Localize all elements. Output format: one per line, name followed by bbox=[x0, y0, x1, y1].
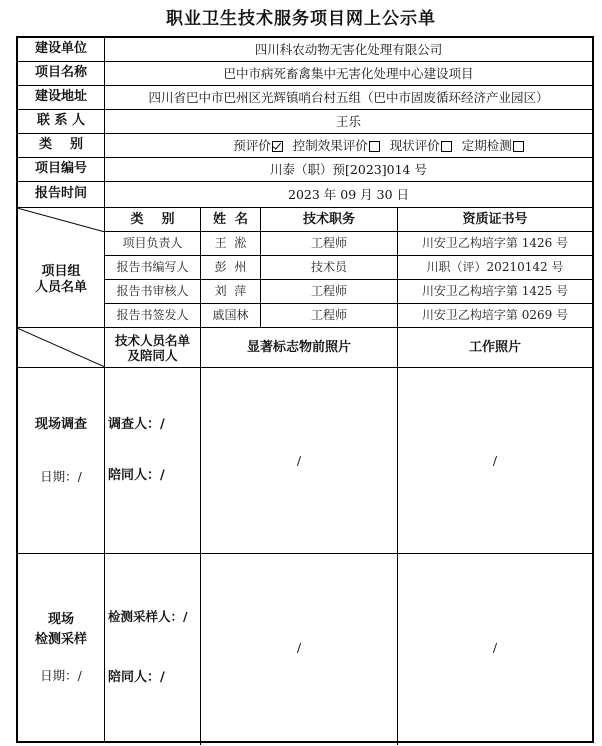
survey-label: 现场调查 bbox=[34, 417, 87, 433]
option-pre-evaluation[interactable]: 预评价 bbox=[233, 138, 293, 153]
member-cert: 川安卫乙构培字第 0269 号 bbox=[421, 307, 569, 322]
member-job: 工程师 bbox=[310, 307, 347, 322]
staff-header: 技术人员名单及陪同人 bbox=[114, 332, 190, 363]
label-project-number: 项目编号 bbox=[34, 161, 87, 177]
survey-companion: 陪同人：/ bbox=[108, 468, 165, 484]
member-job: 技术员 bbox=[310, 259, 347, 274]
survey-work-photo: / bbox=[492, 452, 498, 468]
member-cert: 川职（评）20210142 号 bbox=[426, 259, 564, 274]
value-project-number: 川泰（职）预[2023]014 号 bbox=[270, 161, 427, 177]
sampling-date: 日期：/ bbox=[40, 667, 82, 683]
checkbox-checked-icon[interactable] bbox=[272, 141, 283, 152]
option-periodic-testing[interactable]: 定期检测 bbox=[462, 138, 534, 153]
value-project-name: 巴中市病死畜禽集中无害化处理中心建设项目 bbox=[223, 65, 474, 81]
team-header-cert: 资质证书号 bbox=[462, 211, 528, 227]
sampling-label: 现场 检测采样 bbox=[34, 611, 87, 647]
value-report-date: 2023 年 09 月 30 日 bbox=[288, 186, 409, 202]
team-header-role: 类 别 bbox=[130, 211, 175, 227]
team-group-label: 项目组 人员名单 bbox=[34, 263, 87, 295]
work-photo-header: 工作照片 bbox=[468, 339, 521, 355]
sampling-sampler: 检测采样人：/ bbox=[108, 608, 188, 624]
label-project-name: 项目名称 bbox=[34, 65, 87, 81]
member-role: 报告书签发人 bbox=[116, 307, 189, 322]
member-name: 王 淞 bbox=[214, 235, 247, 250]
label-construction-address: 建设地址 bbox=[34, 89, 87, 105]
table-right-border bbox=[592, 36, 594, 743]
sampling-landmark-photo: / bbox=[296, 639, 302, 655]
label-report-date: 报告时间 bbox=[34, 186, 87, 202]
member-job: 工程师 bbox=[310, 235, 347, 250]
member-name: 彭 州 bbox=[214, 259, 247, 274]
diagonal-divider bbox=[17, 328, 105, 367]
sampling-companion: 陪同人：/ bbox=[108, 670, 165, 686]
landmark-photo-header: 显著标志物前照片 bbox=[246, 339, 351, 355]
category-options bbox=[105, 133, 592, 157]
value-construction-address: 四川省巴中市巴州区光辉镇哨台村五组（巴中市固废循环经济产业园区） bbox=[148, 89, 549, 105]
team-header-job: 技术职务 bbox=[302, 211, 355, 227]
value-construction-unit: 四川科农动物无害化处理有限公司 bbox=[254, 41, 443, 57]
team-header-name: 姓 名 bbox=[212, 211, 249, 227]
option-control-effect-evaluation[interactable]: 控制效果评价 bbox=[293, 138, 390, 153]
member-name: 刘 萍 bbox=[214, 283, 247, 298]
member-job: 工程师 bbox=[310, 283, 347, 298]
survey-landmark-photo: / bbox=[296, 452, 302, 468]
label-construction-unit: 建设单位 bbox=[34, 41, 87, 57]
member-cert: 川安卫乙构培字第 1426 号 bbox=[421, 235, 569, 250]
label-category: 类 别 bbox=[38, 137, 84, 153]
checkbox-icon[interactable] bbox=[513, 141, 524, 152]
member-role: 报告书审核人 bbox=[116, 283, 189, 298]
survey-date: 日期：/ bbox=[40, 468, 82, 484]
member-name: 戚国林 bbox=[212, 307, 249, 322]
checkbox-icon[interactable] bbox=[369, 141, 380, 152]
member-role: 项目负责人 bbox=[122, 235, 183, 250]
sampling-work-photo: / bbox=[492, 639, 498, 655]
label-contact-person: 联 系 人 bbox=[36, 113, 86, 129]
member-cert: 川安卫乙构培字第 1425 号 bbox=[421, 283, 569, 298]
table-bottom-border bbox=[16, 741, 594, 743]
page-title: 职业卫生技术服务项目网上公示单 bbox=[166, 9, 436, 29]
diagonal-divider bbox=[17, 208, 105, 232]
survey-investigator: 调查人：/ bbox=[108, 417, 165, 433]
checkbox-icon[interactable] bbox=[441, 141, 452, 152]
option-status-evaluation[interactable]: 现状评价 bbox=[390, 138, 462, 153]
value-contact-person: 王乐 bbox=[335, 113, 361, 129]
member-role: 报告书编写人 bbox=[116, 259, 189, 274]
